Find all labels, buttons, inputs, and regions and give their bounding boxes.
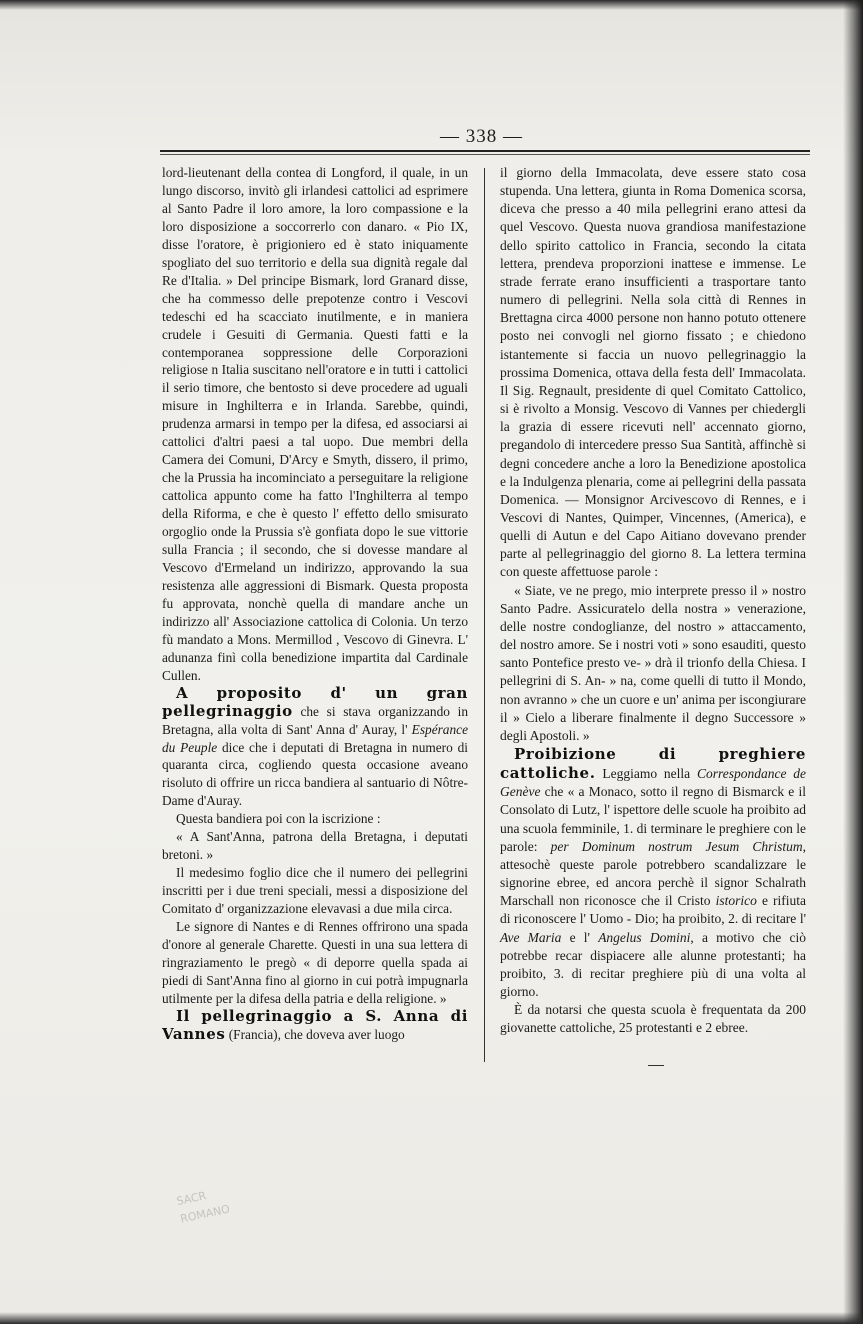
paragraph-longford-meeting bbox=[162, 164, 468, 685]
left-column bbox=[162, 164, 468, 1044]
paragraph-text: , a motivo che ciò potrebbe recar dispiacere alle alunne protestanti; ha proibito, 3. di recitar preghiere più di una volta al giorno. bbox=[500, 929, 806, 1000]
paragraph-text: Leggiamo nella bbox=[595, 766, 697, 782]
paragraph-prohibition bbox=[500, 745, 806, 1001]
paragraph-sword: Le signore di Nantes e di Rennes offrirono una spada d'onore al generale Charette. Questi in una sua lettera di ringraziamento le pregò « di deporre quella spada ai piedi di Sant'Anna fino al giorno in cui potrà impugnarla utilmente per la difesa della patria e della religione. » bbox=[162, 919, 468, 1006]
section-heading: A proposito d' un gran pellegrinaggio bbox=[162, 683, 468, 720]
scan-shadow-top bbox=[0, 0, 863, 10]
paragraph-text: e rifiuta di riconoscere l' Uomo - Dio; ha proibito, 2. di recitare l' bbox=[500, 893, 806, 927]
paragraph-inscription: « A Sant'Anna, patrona della Bretagna, i deputati bretoni. » bbox=[162, 829, 468, 863]
paragraph-letter-quote: « Siate, ve ne prego, mio interprete presso il » nostro Santo Padre. Assicuratelo della nostra » venerazione, delle nostre condoglianze, del nostro » attaccamento, del nostro amore. Se i nostri voti » sono esauditi, questo santo Pontefice presto ve- » drà il trionfo della Chiesa. I pellegrini di S. An- » na, come quelli di tutto il Mondo, non avranno » che un cuore e un' anima per iscongiurare il » Cielo a liberare finalmente il degno Successore » degli Apostoli. » bbox=[500, 582, 806, 743]
italic-word: istorico bbox=[715, 893, 757, 909]
paragraph-text: (Francia), che doveva aver luogo bbox=[225, 1026, 405, 1042]
latin-phrase: Angelus Domini bbox=[598, 929, 691, 945]
scan-shadow-bottom bbox=[0, 1312, 863, 1324]
latin-phrase: Ave Maria bbox=[500, 929, 562, 945]
paragraph-text: che « a Monaco, sotto il regno di Bismarck e il Consolato di Lutz, l' ispettore delle scuole ha proibito ad una scuola femminile, 1. di terminare le preghiere con le parole: bbox=[500, 784, 806, 854]
header-rule bbox=[160, 150, 810, 152]
paragraph-banner: Questa bandiera poi con la iscrizione : bbox=[176, 811, 381, 827]
scan-shadow-right bbox=[843, 0, 863, 1324]
page-number: — 338 — bbox=[440, 126, 523, 147]
paragraph-vannes bbox=[162, 1008, 468, 1044]
right-column bbox=[500, 164, 806, 1038]
stamp-line: SACR bbox=[175, 1189, 208, 1209]
column-divider bbox=[484, 168, 485, 1062]
end-dash bbox=[648, 1065, 664, 1066]
paragraph-text: che si stava organizzando in Bretagna, alla volta di Sant' Anna d' Auray, l' bbox=[162, 703, 468, 737]
paragraph-text: e l' bbox=[561, 929, 599, 945]
paragraph-school-statistics: È da notarsi che questa scuola è frequentata da 200 giovanette cattoliche, 25 protestanti e 2 ebree. bbox=[500, 1002, 806, 1036]
newspaper-title: Correspondance de Genève bbox=[500, 766, 807, 800]
header-rule-thin bbox=[160, 154, 810, 155]
paragraph-pilgrimage-brittany bbox=[162, 685, 468, 811]
paragraph-trains: Il medesimo foglio dice che il numero dei pellegrini inscritti per i due treni speciali, messi a disposizione del Comitato d' organizzazione elevavasi a due mila circa. bbox=[162, 865, 468, 917]
section-heading: Il pellegrinaggio a S. Anna di Vannes bbox=[162, 1006, 468, 1043]
latin-phrase: per Dominum nostrum Jesum Christum bbox=[550, 838, 803, 854]
paragraph-text: , attesochè queste parole potrebbero scandalizzare le signorine ebree, ed ancora perchè il signor Schalrath Marschall non riconosce che il Cristo bbox=[500, 838, 806, 909]
faded-stamp bbox=[175, 1168, 309, 1271]
newspaper-title: Espérance du Peuple bbox=[162, 721, 468, 755]
stamp-line: ROMANO bbox=[179, 1202, 231, 1226]
paragraph-text: lord-lieutenant della contea di Longford, il quale, in un lungo discorso, invitò gli irlandesi cattolici ad esprimere al Santo Padre il loro amore, la loro compassione e la loro disposizione a soccorrerlo con danaro. « Pio IX, disse l'oratore, è prigioniero ed è stato iniquamente spogliato del suo territorio e della sua dignità regale dal Re d'Italia. » Del principe Bismark, lord Granard disse, che ha commesso delle prepotenze contro i Vescovi tedeschi ed ha scacciato inutilmente, e in maniera crudele i Gesuiti di Germania. Questi fatti e la contemporanea soppressione delle Corporazioni religiose n Italia suscitano nell'oratore e in tutti i cattolici il serio timore, che bentosto si deve procedere ad uguali misure in Inghilterra e in Irlanda. Sarebbe, quindi, prudenza armarsi in tempo per la difesa, ed associarsi ai cattolici d'altri paesi a tal uopo. Due membri della Camera dei Comuni, D'Arcy e Smyth, dissero, il primo, che la Prussia ha incominciato a perseguitare la religione cattolica appunto come ha fatto l'Inghilterra al tempo della Riforma, e che è questo l' effetto dello smisurato orgoglio onde la Prussia s'è gonfiata dopo le sue vittorie sulla Francia ; il secondo, che si dovesse mandare al Vescovo d'Ermeland un indirizzo, approvando la sua resistenza alle aggressioni di Bismark. Questa proposta fu approvata, nonchè quella di mandare anche un indirizzo all' Associazione cattolica di Colonia. Un terzo fù mandato a Mons. Mermillod , Vescovo di Ginevra. L' adunanza finì colla benedizione impartita dal Cardinale Cullen. bbox=[162, 165, 468, 683]
section-heading: Proibizione di preghiere cattoliche. bbox=[500, 745, 806, 783]
paragraph-text: dice che i deputati di Bretagna in numero di quaranta circa, cogliendo questa occasione aveano risoluto di offrire un ricca bandiera al santuario di Nôtre-Dame d'Auray. bbox=[162, 739, 468, 809]
paragraph-vannes-continued: il giorno della Immacolata, deve essere stato cosa stupenda. Una lettera, giunta in Roma Domenica scorsa, diceva che presso a 40 mila pellegrini erano attesi da quel Vescovo. Questa nuova grandiosa manifestazione dello spirito cattolico in Francia, secondo la citata lettera, prendeva proporzioni inattese e immense. Le strade ferrate erano insufficienti a trasportare tanto numero di pellegrini. Nella sola città di Rennes in Brettagna circa 4000 persone non hanno potuto ottenere posto nei convogli nel giorno fissato ; e chiedono istantemente si faccia un nuovo pellegrinaggio la prossima Domenica, ottava della festa dell' Immacolata. Il Sig. Regnault, presidente di quel Comitato Cattolico, si è rivolto a Monsig. Vescovo di Vannes per chiedergli la grazia di essere ricevuti nell' accennato giorno, pregandolo di intercedere presso Sua Santità, affinchè si degni concedere anche a loro la Benedizione apostolica e la Indulgenza plenaria, come ai pellegrini della passata Domenica. — Monsignor Arcivescovo di Rennes, e i Vescovi di Nantes, Quimper, Vincennes, (America), e quelli di Autun e del Capo Aitiano dovevano prender parte al pellegrinaggio del giorno 8. La lettera termina con queste affettuose parole : bbox=[500, 165, 806, 580]
